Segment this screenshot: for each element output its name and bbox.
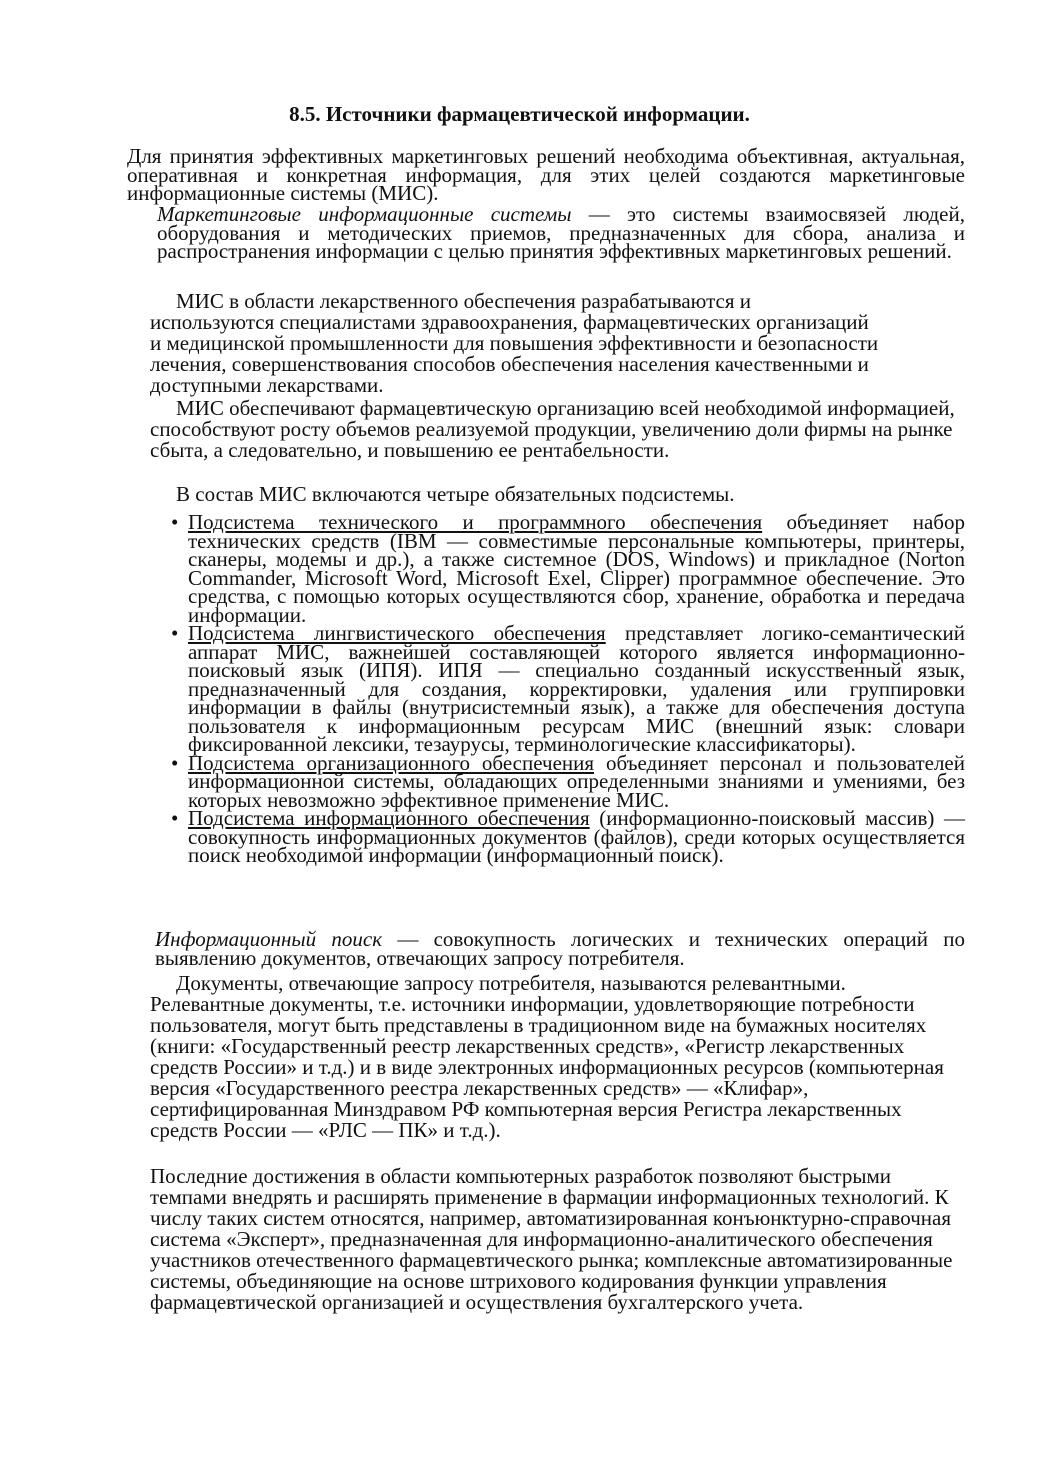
paragraph-mis-composition: В состав МИС включаются четыре обязательных подсистемы. [176, 482, 735, 506]
mis-definition-text: — это системы взаимосвязей людей, оборудования и методических приемов, предназначенных для сбора, анализа и распространения информации с целью принятия эффективных маркетинговых решений. [157, 202, 965, 263]
paragraph-relevant-documents: Документы, отвечающие запросу потребителя, называются релевантными. Релевантные документы, т.е. источники информации, удовлетворяющие потребности пользователя, могут быть представлены в традиционном виде на бумажных носителях (книги: «Государственный реестр лекарственных средств», «Регистр лекарственных средств России» и т.д.) и в виде электронных информационных ресурсов (компьютерная версия «Государственного реестра лекарственных средств» — «Клифар», сертифицированная Минздравом РФ компьютерная версия Регистра лекарственных средств России — «РЛС — ПК» и т.д.). [150, 971, 944, 1142]
list-item [170, 510, 965, 627]
section-heading: 8.5. Источники фармацевтической информации. [289, 102, 750, 126]
bullet-marker: • [171, 621, 179, 645]
bullet-marker: • [171, 510, 179, 534]
paragraph-mis-benefits: МИС обеспечивают фармацевтическую организацию всей необходимой информацией, способствуют росту объемов реализуемой продукции, увеличению доли фирмы на рынке сбыта, а следовательно, и повышению ее рентабельности. [150, 396, 955, 462]
subsystem-text: представляет логико-семантический аппарат МИС, важнейшей составляющей которого является информационно-поисковый язык (ИПЯ). ИПЯ — специально созданный искусственный язык, предназначенный для создания, корректировки, удаления или группировки информации в файлы (внутрисистемный язык), а также для обеспечения доступа пользователя к информационным ресурсам МИС (внешний язык: словари фиксированной лексики, тезаурусы, терминологические классификаторы). [188, 621, 965, 756]
subsystem-title: Подсистема технического и программного обеспечения [188, 510, 763, 534]
mis-definition-paragraph [157, 202, 965, 263]
list-item [170, 750, 965, 812]
subsystems-list [170, 510, 966, 867]
bullet-marker: • [171, 806, 179, 830]
intro-text: Для принятия эффективных маркетинговых решений необходима объективная, актуальная, оперативная и конкретная информация, для этих целей создаются маркетинговые информационные системы (МИС). [127, 144, 965, 205]
info-search-term: Информационный поиск [155, 927, 383, 951]
subsystem-title: Подсистема информационного обеспечения [188, 806, 590, 830]
info-search-paragraph [155, 927, 965, 970]
subsystem-text: объединяет набор технических средств (IBM — совместимые персональные компьютеры, принтеры, сканеры, модемы и др.), а также системное (DOS, Windows) и прикладное (Norton Commander, Microsoft Word, Microsoft Exel, Clipper) программное обеспечение. Это средства, с помощью которых осуществляются сбор, хранение, обработка и передача информации. [188, 510, 965, 627]
paragraph-mis-development: МИС в области лекарственного обеспечения разрабатываются и используются специалистами здравоохранения, фармацевтических организаций и медицинской промышленности для повышения эффективности и безопасности лечения, совершенствования способов обеспечения населения качественными и доступными лекарствами. [150, 289, 879, 397]
subsystem-title: Подсистема лингвистического обеспечения [188, 621, 606, 645]
list-item [170, 621, 965, 756]
bullet-marker: • [171, 750, 179, 775]
subsystem-text: (информационно-поисковый массив) — совокупность информационных документов (файлов), среди которых осуществляется поиск необходимой информации (информационный поиск). [188, 806, 966, 867]
mis-definition-term: Маркетинговые информационные системы [157, 202, 572, 226]
list-item [170, 806, 966, 867]
subsystem-title: Подсистема организационного обеспечения [188, 750, 595, 775]
paragraph-recent-achievements: Последние достижения в области компьютерных разработок позволяют быстрыми темпами внедрять и расширять применение в фармации информационных технологий. К числу таких систем относятся, например, автоматизированная конъюнктурно-справочная система «Эксперт», предназначенная для информационно-аналитического обеспечения участников отечественного фармацевтического рынка; комплексные автоматизированные системы, объединяющие на основе штрихового кодирования функции управления фармацевтической организацией и осуществления бухгалтерского учета. [150, 1164, 953, 1314]
subsystem-text: объединяет персонал и пользователей информационной системы, обладающих определенными знаниями и умениями, без которых невозможно эффективное применение МИС. [188, 750, 965, 812]
intro-paragraph [127, 144, 965, 205]
info-search-text: — совокупность логических и технических операций по выявлению документов, отвечающих запросу потребителя. [155, 927, 965, 970]
